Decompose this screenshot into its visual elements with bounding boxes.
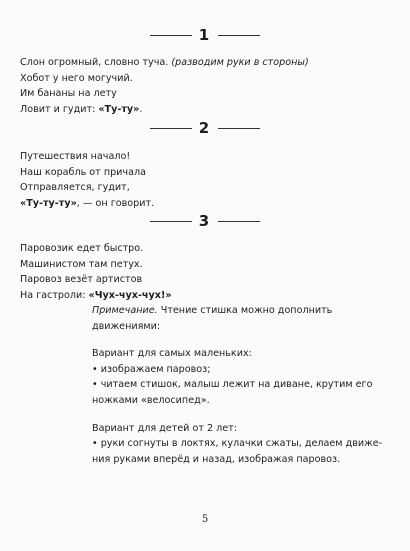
note-block: [92, 303, 394, 467]
variant-2-title: Вариант для детей от 2 лет:: [92, 422, 237, 434]
header-rule-left: [150, 221, 192, 222]
verse-line: Машинистом там петух.: [20, 258, 143, 270]
verse-line: Путешествия начало!: [20, 151, 131, 162]
verse-line: Им бананы на лету: [20, 88, 117, 100]
variant-2-item-cont: ния руками вперёд и назад, изображая паровоз.: [92, 453, 341, 465]
verse-line: На гастроли: «Чух-чух-чух!»: [20, 289, 172, 301]
stage-direction: (разводим руки в стороны): [171, 57, 309, 68]
variant-1-item: • изображаем паровоз;: [92, 363, 211, 375]
header-rule-right: [218, 128, 260, 129]
verse-line: «Ту-ту-ту», — он говорит.: [20, 197, 155, 209]
verse-3: [20, 241, 350, 303]
header-rule-right: [218, 221, 260, 222]
header-rule-left: [150, 128, 192, 129]
verse-2: [20, 149, 350, 211]
variant-2-item: • руки согнуты в локтях, кулачки сжаты, делаем движе-: [92, 438, 383, 450]
verse-line: Ловит и гудит: «Ту-ту».: [20, 103, 143, 115]
variant-1-title: Вариант для самых маленьких:: [92, 348, 252, 360]
header-rule-right: [218, 35, 260, 36]
verse-1: [20, 55, 350, 117]
verse-line: Отправляется, гудит,: [20, 182, 130, 194]
page-number: 5: [201, 514, 209, 525]
verse-line: Слон огромный, словно туча. (разводим руки в стороны): [20, 57, 309, 68]
variant-1-item: • читаем стишок, малыш лежит на диване, крутим его: [92, 379, 373, 391]
header-rule-left: [150, 35, 192, 36]
section-header-3: [0, 212, 410, 230]
section-number: 2: [198, 119, 210, 137]
verse-line: Паровозик едет быстро.: [20, 243, 144, 254]
sound-word: «Ту-ту»: [98, 103, 140, 115]
section-number: 3: [198, 212, 210, 230]
variant-1-item-cont: ножками «велосипед».: [92, 394, 210, 406]
verse-line: Хобот у него могучий.: [20, 72, 133, 84]
sound-word: «Ту-ту-ту»: [20, 197, 77, 209]
section-header-2: [0, 119, 410, 137]
section-header-1: [0, 26, 410, 44]
section-number: 1: [198, 26, 210, 44]
sound-word: «Чух-чух-чух!»: [88, 289, 172, 301]
note-line: Примечание. Чтение стишка можно дополнить движениями:: [92, 305, 333, 332]
verse-line: Паровоз везёт артистов: [20, 274, 143, 286]
note-label: Примечание.: [92, 305, 158, 316]
verse-line: Наш корабль от причала: [20, 166, 146, 178]
